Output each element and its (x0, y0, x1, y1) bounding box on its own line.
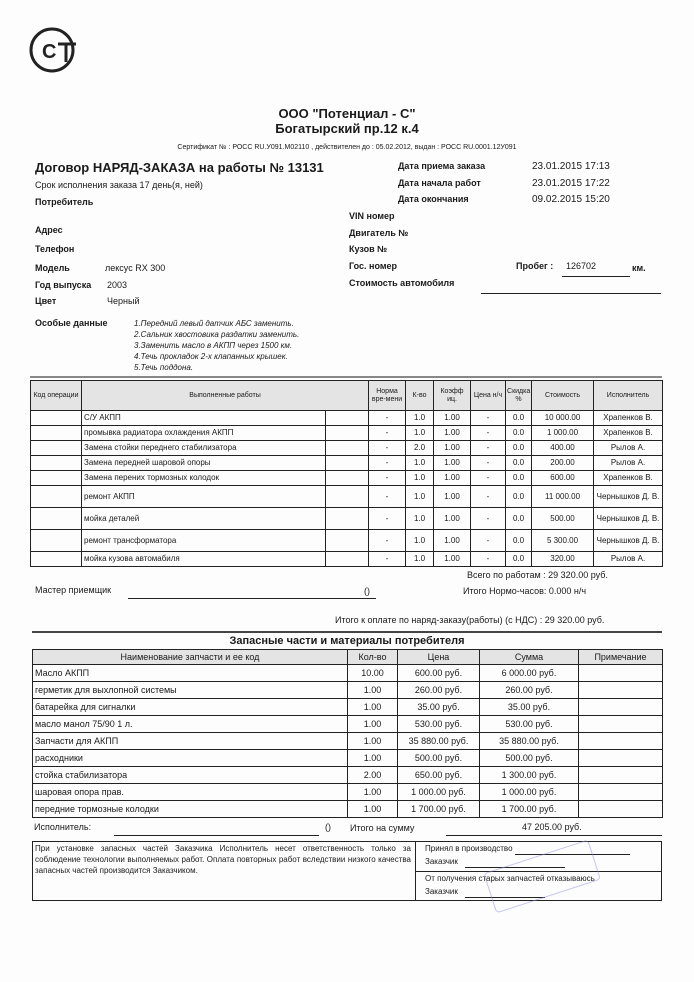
parts-column-header: Наименование запчасти и ее код (33, 650, 348, 665)
works-total-row (0, 567, 694, 583)
work-norm: - (369, 456, 406, 471)
work-coef: 1.00 (434, 486, 471, 508)
body-label: Кузов № (349, 244, 388, 254)
part-price: 35.00 руб. (398, 699, 480, 716)
part-qty: 1.00 (348, 699, 398, 716)
works-total: Всего по работам : 29 320.00 руб. (467, 570, 608, 580)
work-qty: 1.0 (406, 456, 434, 471)
part-sum: 6 000.00 руб. (480, 665, 579, 682)
parts-row (33, 733, 663, 750)
blank-cell (326, 426, 369, 441)
operation-code (31, 552, 82, 567)
work-cost: 200.00 (532, 456, 594, 471)
work-coef: 1.00 (434, 508, 471, 530)
color-label: Цвет (35, 296, 57, 306)
company-name: ООО "Потенциал - С" (278, 106, 416, 121)
works-column-header: К-во (406, 381, 434, 411)
work-coef: 1.00 (434, 471, 471, 486)
part-name: Масло АКПП (33, 665, 348, 682)
work-coef: 1.00 (434, 426, 471, 441)
notes-label: Особые данные (35, 318, 108, 328)
note-item: 4.Течь прокладок 2-х клапанных крышек. (134, 352, 288, 361)
part-note (579, 750, 663, 767)
plate-label: Гос. номер (349, 261, 398, 271)
work-cost: 600.00 (532, 471, 594, 486)
work-norm: - (369, 411, 406, 426)
master-label: Мастер приемщик (35, 585, 112, 595)
work-norm: - (369, 530, 406, 552)
part-note (579, 682, 663, 699)
car-price-label: Стоимость автомобиля (349, 278, 455, 288)
work-qty: 1.0 (406, 508, 434, 530)
customer-label: Заказчик (425, 857, 458, 866)
date-label: Дата приема заказа (398, 161, 486, 171)
parts-row (33, 682, 663, 699)
master-signature: () (364, 586, 370, 596)
work-norm: - (369, 552, 406, 567)
blank-cell (326, 411, 369, 426)
work-name: ремонт трансформатора (82, 530, 326, 552)
part-qty: 10.00 (348, 665, 398, 682)
part-qty: 1.00 (348, 801, 398, 818)
works-row (31, 426, 663, 441)
part-qty: 1.00 (348, 716, 398, 733)
parts-title: Запасные части и материалы потребителя (229, 635, 465, 647)
parts-row (33, 784, 663, 801)
work-price: - (471, 530, 506, 552)
part-sum: 1 300.00 руб. (480, 767, 579, 784)
color-value: Черный (107, 296, 140, 306)
mileage-label: Пробег : (516, 261, 554, 271)
disclaimer-text: При установке запасных частей Заказчика Исполнитель несет ответственность только за соблюдение технологии выполняемых работ. Оплата повторных работ вследствии низкого качества запасных частей производится Заказчиком. (35, 844, 411, 875)
work-disc: 0.0 (506, 426, 532, 441)
work-coef: 1.00 (434, 441, 471, 456)
part-price: 600.00 руб. (398, 665, 480, 682)
works-row (31, 486, 663, 508)
works-column-header: Скидка % (506, 381, 532, 411)
work-coef: 1.00 (434, 552, 471, 567)
parts-column-header: Сумма (480, 650, 579, 665)
operation-code (31, 441, 82, 456)
work-norm: - (369, 441, 406, 456)
works-column-header: Цена н/ч (471, 381, 506, 411)
part-price: 1 700.00 руб. (398, 801, 480, 818)
mileage-value: 126702 (566, 261, 597, 271)
works-column-header: Норма вре-мени (369, 381, 406, 411)
work-price: - (471, 426, 506, 441)
works-row (31, 411, 663, 426)
vin-label: VIN номер (349, 211, 395, 221)
work-disc: 0.0 (506, 486, 532, 508)
part-price: 650.00 руб. (398, 767, 480, 784)
work-norm: - (369, 508, 406, 530)
executor-row (0, 818, 694, 838)
year-label: Год выпуска (35, 280, 92, 290)
customer-label: Заказчик (425, 887, 458, 896)
parts-row (33, 716, 663, 733)
work-disc: 0.0 (506, 552, 532, 567)
parts-table (32, 649, 663, 818)
operation-code (31, 471, 82, 486)
works-row (31, 471, 663, 486)
part-note (579, 716, 663, 733)
work-price: - (471, 441, 506, 456)
parts-column-header: Цена (398, 650, 480, 665)
work-cost: 500.00 (532, 508, 594, 530)
operation-code (31, 411, 82, 426)
work-cost: 11 000.00 (532, 486, 594, 508)
part-note (579, 767, 663, 784)
work-name: мойка деталей (82, 508, 326, 530)
works-column-header: Исполнитель (594, 381, 663, 411)
work-qty: 1.0 (406, 486, 434, 508)
model-value: лексус RX 300 (105, 263, 166, 273)
parts-row (33, 665, 663, 682)
blank-cell (326, 530, 369, 552)
work-price: - (471, 552, 506, 567)
work-norm: - (369, 471, 406, 486)
svg-text:С: С (42, 41, 57, 63)
work-disc: 0.0 (506, 508, 532, 530)
part-note (579, 699, 663, 716)
refuse-old-parts-label: От получения старых запчастей отказываюсь (425, 874, 595, 883)
part-price: 35 880.00 руб. (398, 733, 480, 750)
part-sum: 35 880.00 руб. (480, 733, 579, 750)
work-exec: Чернышков Д. В. (594, 508, 663, 530)
parts-row (33, 801, 663, 818)
note-item: 3.Заменить масло в АКПП через 1500 км. (134, 341, 293, 350)
note-item: 5.Течь поддона. (134, 363, 194, 372)
part-sum: 260.00 руб. (480, 682, 579, 699)
parts-row (33, 699, 663, 716)
work-qty: 1.0 (406, 530, 434, 552)
part-name: масло манол 75/90 1 л. (33, 716, 348, 733)
phone-label: Телефон (35, 244, 75, 254)
work-exec: Чернышков Д. В. (594, 530, 663, 552)
part-name: расходники (33, 750, 348, 767)
works-column-header: Коэфф иц. (434, 381, 471, 411)
work-disc: 0.0 (506, 530, 532, 552)
blank-cell (326, 508, 369, 530)
date-value: 23.01.2015 17:13 (532, 161, 610, 172)
year-value: 2003 (107, 280, 128, 290)
work-price: - (471, 471, 506, 486)
work-coef: 1.00 (434, 530, 471, 552)
work-name: Замена передней шаровой опоры (82, 456, 326, 471)
work-cost: 400.00 (532, 441, 594, 456)
work-price: - (471, 456, 506, 471)
part-sum: 1 700.00 руб. (480, 801, 579, 818)
part-name: передние тормозные колодки (33, 801, 348, 818)
work-qty: 1.0 (406, 471, 434, 486)
work-exec: Чернышков Д. В. (594, 486, 663, 508)
work-exec: Храпенков В. (594, 426, 663, 441)
part-sum: 530.00 руб. (480, 716, 579, 733)
note-item: 1.Передний левый датчик АБС заменить. (134, 319, 294, 328)
work-disc: 0.0 (506, 411, 532, 426)
part-qty: 1.00 (348, 784, 398, 801)
works-column-header: Стоимость (532, 381, 594, 411)
work-norm: - (369, 426, 406, 441)
works-to-pay: Итого к оплате по наряд-заказу(работы) (с НДС) : 29 320.00 руб. (335, 615, 605, 625)
work-qty: 1.0 (406, 426, 434, 441)
lower-section (0, 380, 694, 901)
works-row (31, 508, 663, 530)
work-qty: 2.0 (406, 441, 434, 456)
parts-column-header: Кол-во (348, 650, 398, 665)
contract-term: Срок исполнения заказа 17 день(я, ней) (35, 180, 203, 190)
engine-label: Двигатель № (349, 228, 409, 238)
works-table (30, 380, 663, 567)
part-sum: 500.00 руб. (480, 750, 579, 767)
part-sum: 1 000.00 руб. (480, 784, 579, 801)
work-qty: 1.0 (406, 552, 434, 567)
work-exec: Храпенков В. (594, 411, 663, 426)
part-qty: 1.00 (348, 733, 398, 750)
work-disc: 0.0 (506, 471, 532, 486)
operation-code (31, 530, 82, 552)
part-note (579, 665, 663, 682)
part-price: 260.00 руб. (398, 682, 480, 699)
work-cost: 10 000.00 (532, 411, 594, 426)
work-name: ремонт АКПП (82, 486, 326, 508)
executor-signature: () (325, 822, 331, 832)
operation-code (31, 508, 82, 530)
part-sum: 35.00 руб. (480, 699, 579, 716)
date-value: 09.02.2015 15:20 (532, 194, 610, 205)
work-cost: 1 000.00 (532, 426, 594, 441)
part-qty: 1.00 (348, 682, 398, 699)
part-qty: 1.00 (348, 750, 398, 767)
part-price: 1 000.00 руб. (398, 784, 480, 801)
work-coef: 1.00 (434, 456, 471, 471)
date-label: Дата окончания (398, 194, 469, 204)
works-row (31, 441, 663, 456)
work-cost: 320.00 (532, 552, 594, 567)
date-value: 23.01.2015 17:22 (532, 178, 610, 189)
work-coef: 1.00 (434, 411, 471, 426)
work-exec: Рылов А. (594, 552, 663, 567)
executor-label: Исполнитель: (34, 822, 92, 832)
accepted-label: Принял в производство (425, 844, 513, 853)
blank-cell (326, 552, 369, 567)
operation-code (31, 456, 82, 471)
date-label: Дата начала работ (398, 178, 481, 188)
blank-cell (326, 471, 369, 486)
operation-code (31, 426, 82, 441)
work-exec: Храпенков В. (594, 471, 663, 486)
part-note (579, 801, 663, 818)
model-label: Модель (35, 263, 70, 273)
work-name: мойка кузова автомабиля (82, 552, 326, 567)
work-exec: Рылов А. (594, 456, 663, 471)
works-row (31, 552, 663, 567)
part-note (579, 784, 663, 801)
work-name: промывка радиатора охлаждения АКПП (82, 426, 326, 441)
company-address: Богатырский пр.12 к.4 (275, 121, 419, 136)
work-qty: 1.0 (406, 411, 434, 426)
consumer-label: Потребитель (35, 197, 94, 207)
work-name: Замена стойки переднего стабилизатора (82, 441, 326, 456)
work-disc: 0.0 (506, 456, 532, 471)
parts-column-header: Примечание (579, 650, 663, 665)
master-row (0, 583, 694, 601)
work-cost: 5 300.00 (532, 530, 594, 552)
part-qty: 2.00 (348, 767, 398, 784)
work-name: С/У АКПП (82, 411, 326, 426)
contract-title: Договор НАРЯД-ЗАКАЗА на работы № 13131 (35, 160, 324, 175)
parts-row (33, 750, 663, 767)
works-column-header: Код операции (31, 381, 82, 411)
parts-total: 47 205.00 руб. (522, 822, 582, 832)
part-name: батарейка для сигналки (33, 699, 348, 716)
work-disc: 0.0 (506, 441, 532, 456)
operation-code (31, 486, 82, 508)
work-exec: Рылов А. (594, 441, 663, 456)
rst-certification-logo (28, 22, 80, 78)
note-item: 2.Сальник хвостовика раздатки заменить. (134, 330, 300, 339)
parts-row (33, 767, 663, 784)
work-price: - (471, 411, 506, 426)
part-note (579, 733, 663, 750)
part-price: 530.00 руб. (398, 716, 480, 733)
mileage-unit: км. (632, 263, 646, 273)
part-name: герметик для выхлопной системы (33, 682, 348, 699)
certificate-line: Сертификат № : РОСС RU.У091.М02110 , действителен до : 05.02.2012, выдан : РОСС RU.0001.12У091 (177, 144, 517, 151)
works-row (31, 530, 663, 552)
blank-cell (326, 441, 369, 456)
to-pay-row (0, 601, 694, 631)
work-price: - (471, 508, 506, 530)
address-label: Адрес (35, 225, 63, 235)
part-name: стойка стабилизатора (33, 767, 348, 784)
works-column-header: Выполненные работы (82, 381, 369, 411)
blank-cell (326, 486, 369, 508)
blank-cell (326, 456, 369, 471)
part-price: 500.00 руб. (398, 750, 480, 767)
work-name: Замена перених тормозных колодок (82, 471, 326, 486)
parts-total-label: Итого на сумму (350, 823, 415, 833)
part-name: Запчасти для АКПП (33, 733, 348, 750)
norm-hours-total: Итого Нормо-часов: 0.000 н/ч (463, 586, 587, 596)
works-row (31, 456, 663, 471)
notes-list (134, 318, 299, 373)
part-name: шаровая опора прав. (33, 784, 348, 801)
work-norm: - (369, 486, 406, 508)
work-price: - (471, 486, 506, 508)
